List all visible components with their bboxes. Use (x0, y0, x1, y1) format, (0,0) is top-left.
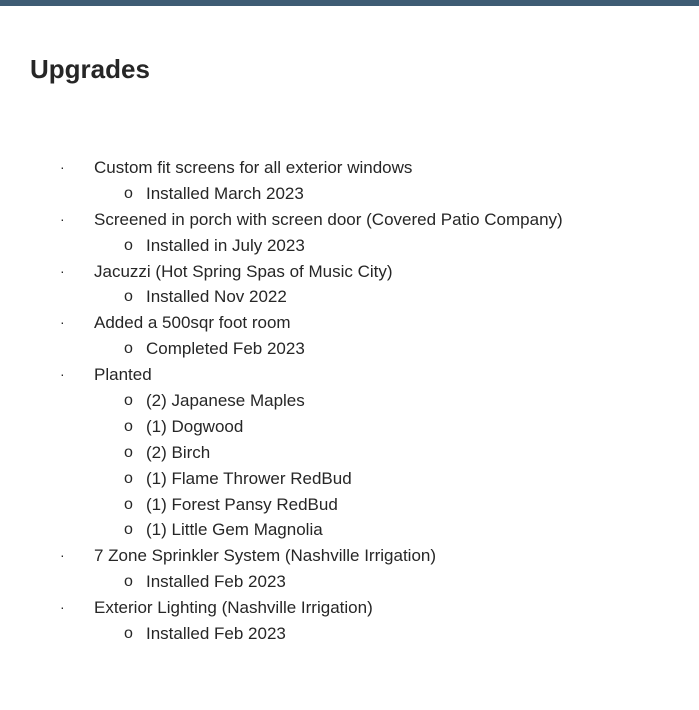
sub-list-item (0, 517, 699, 543)
sub-list-item-text: (1) Dogwood (146, 416, 244, 436)
sub-list-item-text: (2) Birch (146, 442, 211, 462)
sub-list-item-text: Installed Feb 2023 (146, 624, 286, 644)
circle-bullet-icon: o (124, 236, 133, 254)
sub-list-item-text: (1) Little Gem Magnolia (146, 520, 323, 540)
circle-bullet-icon: o (124, 392, 133, 410)
sub-list-item-text: (1) Forest Pansy RedBud (146, 494, 338, 514)
sub-list-item (0, 388, 699, 414)
sub-list-item-text: (2) Japanese Maples (146, 391, 305, 411)
list-item-text: Jacuzzi (Hot Spring Spas of Music City) (94, 261, 393, 281)
circle-bullet-icon: o (124, 573, 133, 591)
sub-list-item-text: Installed in July 2023 (146, 235, 305, 255)
sub-list-item-text: Installed March 2023 (146, 183, 304, 203)
sub-list-item (0, 466, 699, 492)
page-title: Upgrades (30, 54, 150, 84)
list-item (0, 310, 699, 336)
bullet-icon: · (60, 210, 65, 227)
bullet-icon: · (60, 314, 65, 331)
sub-list-item-text: Installed Nov 2022 (146, 287, 287, 307)
list-item-text: Screened in porch with screen door (Covered Patio Company) (94, 209, 563, 229)
bullet-icon: · (60, 262, 65, 279)
bullet-icon: · (60, 159, 65, 175)
sub-list-item (0, 440, 699, 466)
circle-bullet-icon: o (124, 340, 133, 358)
list-item-text: Planted (94, 365, 152, 385)
sub-list-item (0, 414, 699, 440)
circle-bullet-icon: o (124, 521, 133, 539)
circle-bullet-icon: o (124, 288, 133, 306)
list-item (0, 543, 699, 569)
list-item (0, 155, 699, 181)
circle-bullet-icon: o (124, 625, 133, 643)
circle-bullet-icon: o (124, 184, 133, 202)
sub-list-item (0, 233, 699, 259)
list-item-text: Exterior Lighting (Nashville Irrigation) (94, 598, 373, 618)
circle-bullet-icon: o (124, 469, 133, 487)
bullet-icon: · (60, 599, 65, 616)
circle-bullet-icon: o (124, 495, 133, 513)
list-item-text: Added a 500sqr foot room (94, 313, 291, 333)
sub-list-item-text: Completed Feb 2023 (146, 339, 305, 359)
list-item-text: Custom fit screens for all exterior windows (94, 158, 413, 177)
sub-list-item (0, 621, 699, 647)
header-bar (0, 0, 699, 6)
circle-bullet-icon: o (124, 443, 133, 461)
list-item (0, 207, 699, 233)
bullet-icon: · (60, 366, 65, 383)
list-item-text: 7 Zone Sprinkler System (Nashville Irrigation) (94, 546, 437, 566)
sub-list-item-text: (1) Flame Thrower RedBud (146, 468, 352, 488)
sub-list-item (0, 181, 699, 207)
list-item (0, 259, 699, 285)
sub-list-item (0, 569, 699, 595)
list-item (0, 595, 699, 621)
sub-list-item (0, 284, 699, 310)
circle-bullet-icon: o (124, 417, 133, 435)
list-item (0, 362, 699, 388)
sub-list-item-text: Installed Feb 2023 (146, 572, 286, 592)
sub-list-item (0, 492, 699, 518)
sub-list-item (0, 336, 699, 362)
bullet-icon: · (60, 547, 65, 564)
upgrades-list (0, 155, 699, 647)
